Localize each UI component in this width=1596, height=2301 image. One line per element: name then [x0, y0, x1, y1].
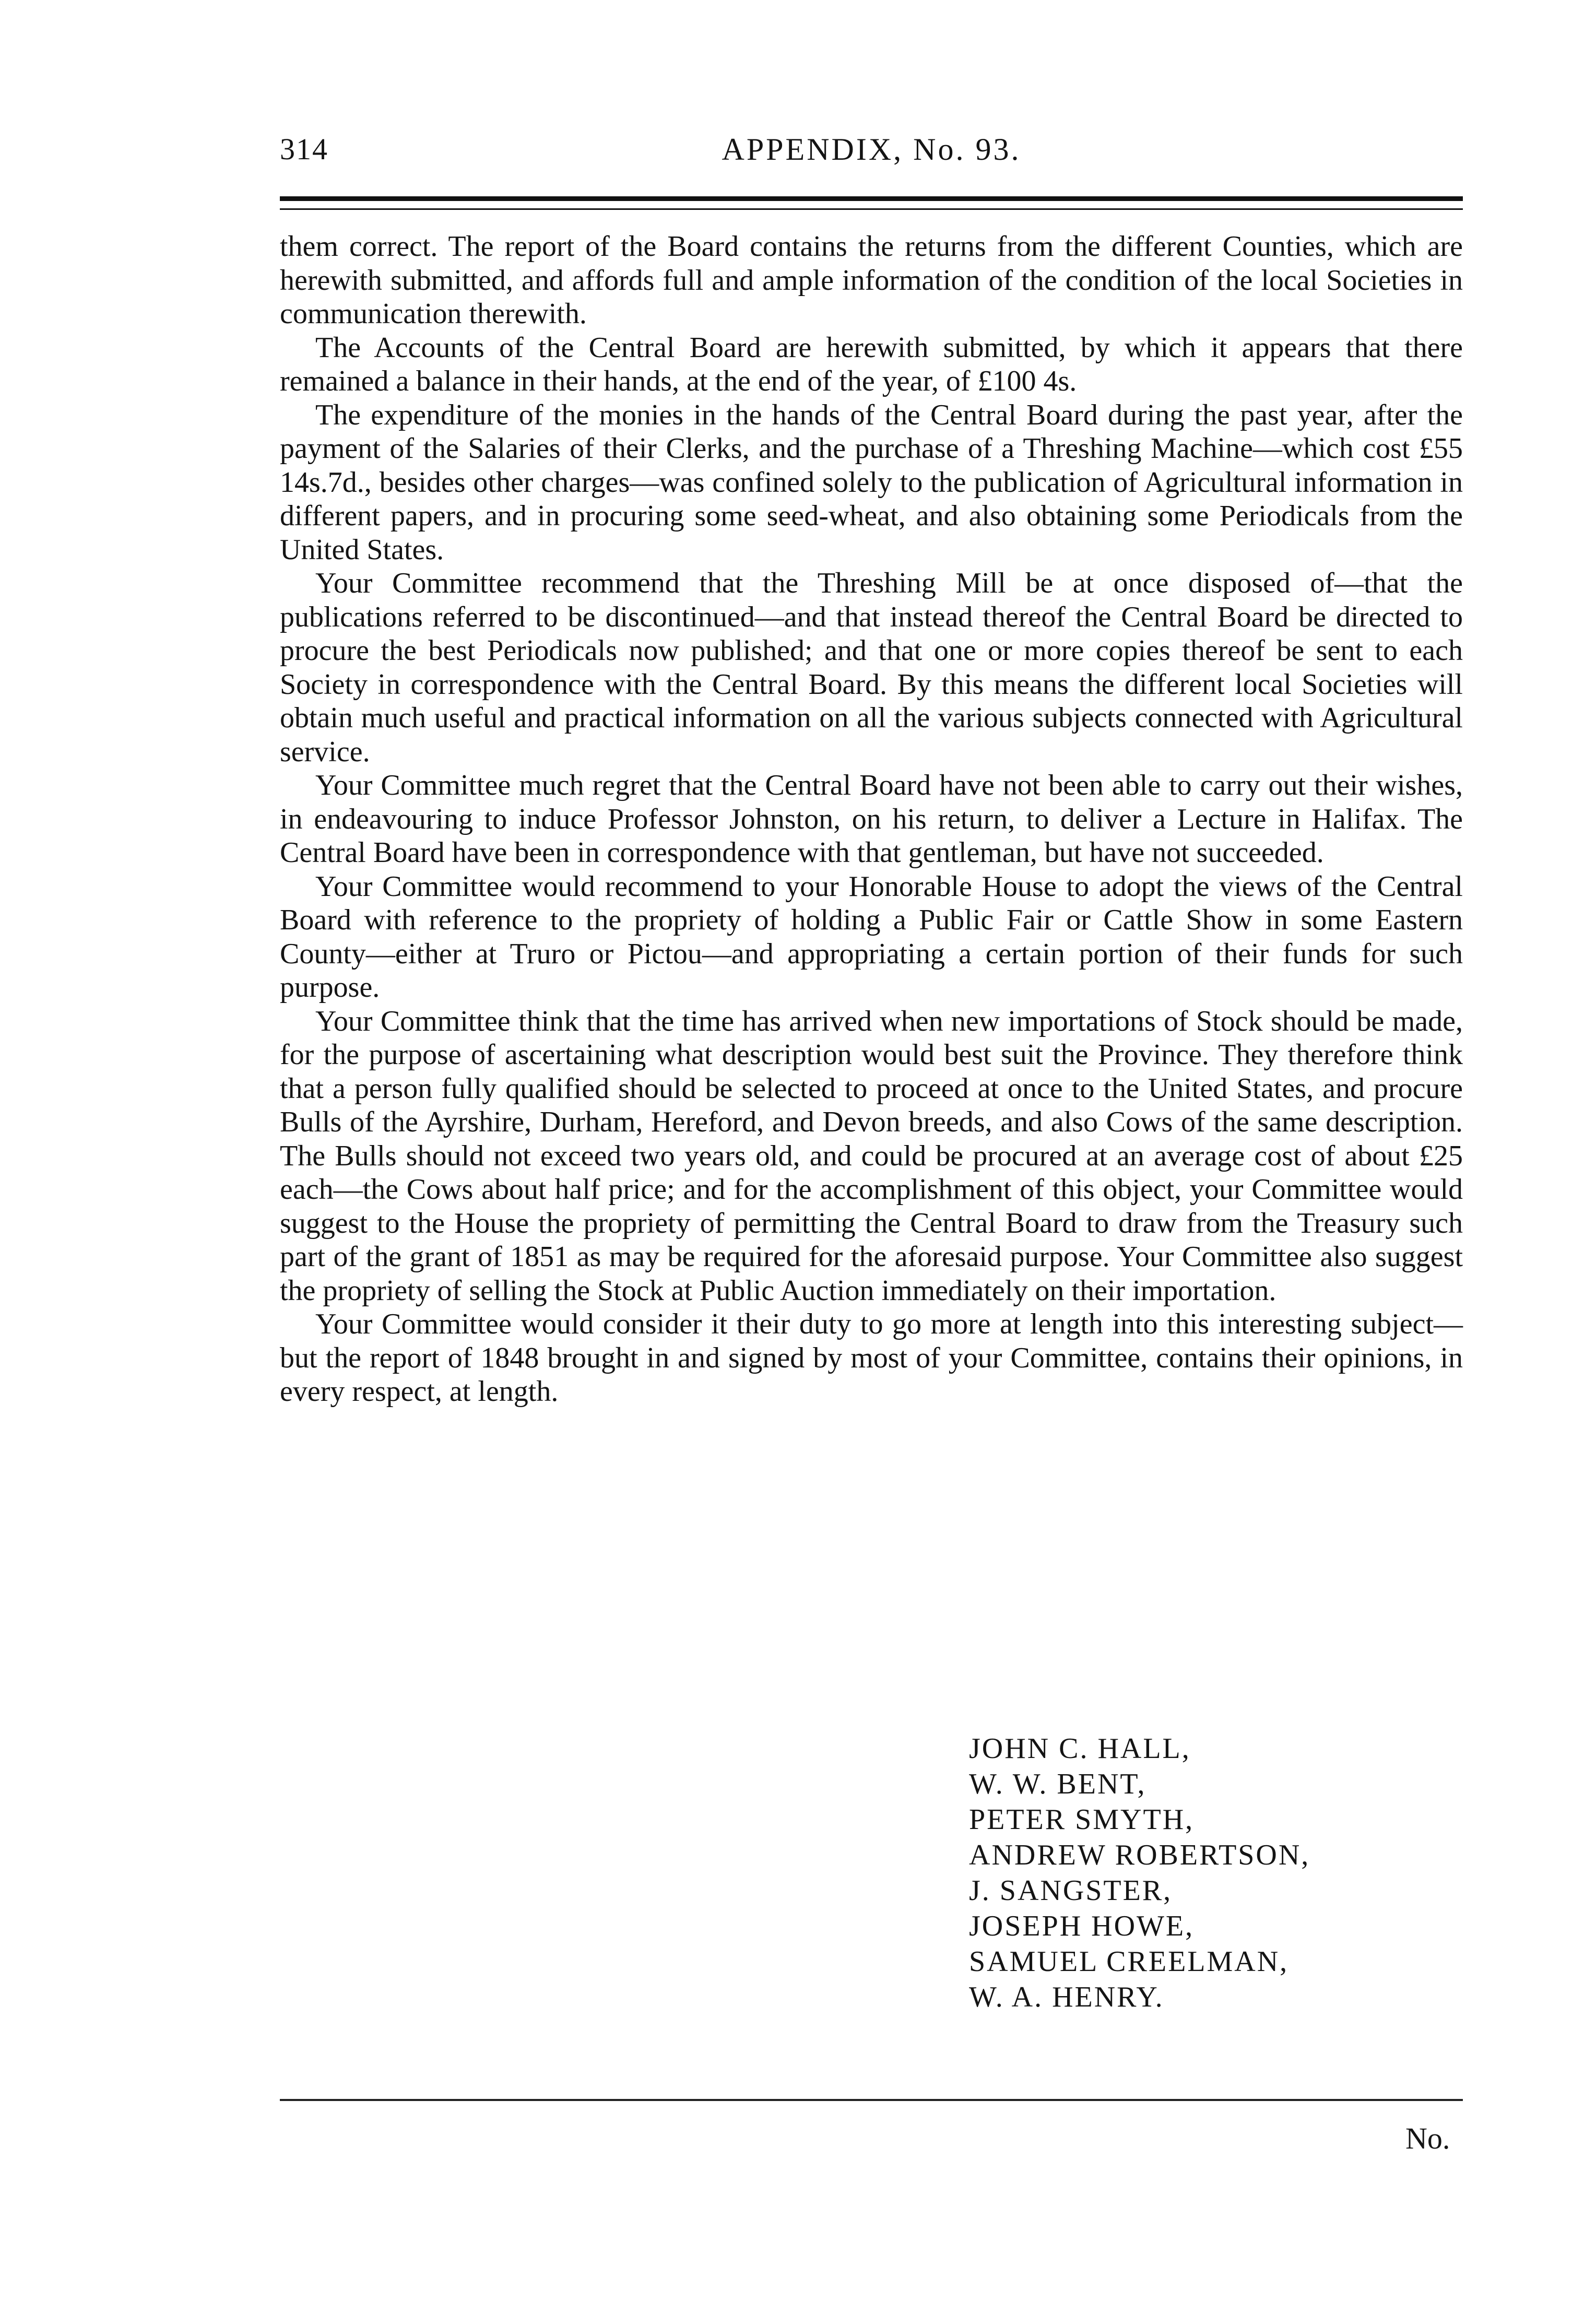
- signatory: ANDREW ROBERTSON,: [969, 1839, 1310, 1871]
- paragraph: The Accounts of the Central Board are herewith submitted, by which it appears that there remained a balance in their hands, at the end of the year, of £100 4s.: [280, 331, 1463, 397]
- page-header: [280, 132, 1463, 173]
- signatory: J. SANGSTER,: [969, 1874, 1173, 1907]
- paragraph: Your Committee recommend that the Threshing Mill be at once disposed of—that the publications referred to be discontinued—and that instead thereof the Central Board be directed to procure the best Periodicals now published; and that one or more copies thereof be sent to each Society in correspondence with the Central Board. By this means the different local Societies will obtain much useful and practical information on all the various subjects connected with Agricultural service.: [280, 567, 1463, 768]
- page-number: 314: [280, 132, 328, 166]
- signatory-list: [969, 1731, 1310, 2015]
- signatory: SAMUEL CREELMAN,: [969, 1945, 1289, 1978]
- signatory: JOSEPH HOWE,: [969, 1910, 1195, 1942]
- header-rule: [280, 196, 1463, 210]
- body-text: [280, 230, 1463, 1409]
- signatory: W. A. HENRY.: [969, 1981, 1164, 2013]
- paragraph: Your Committee think that the time has arrived when new importations of Stock should be made, for the purpose of ascertaining what description would best suit the Province. They therefore think that a person fully qualified should be selected to proceed at once to the United States, and procure Bulls of the Ayrshire, Durham, Hereford, and Devon breeds, and also Cows of the same description. The Bulls should not exceed two years old, and could be procured at an average cost of about £25 each—the Cows about half price; and for the accomplishment of this object, your Committee would suggest to the House the propriety of permitting the Central Board to draw from the Treasury such part of the grant of 1851 as may be required for the aforesaid purpose. Your Committee also suggest the propriety of selling the Stock at Public Auction immediately on their importation.: [280, 1005, 1463, 1307]
- signatory: W. W. BENT,: [969, 1768, 1146, 1800]
- paragraph: Your Committee would recommend to your Honorable House to adopt the views of the Central Board with reference to the propriety of holding a Public Fair or Cattle Show in some Eastern County—either at Truro or Pictou—and appropriating a certain portion of their funds for such purpose.: [280, 870, 1463, 1004]
- paragraph: Your Committee would consider it their duty to go more at length into this interesting subject—but the report of 1848 brought in and signed by most of your Committee, contains their opinions, in every respect, at length.: [280, 1308, 1463, 1408]
- footer-rule: [280, 2099, 1463, 2101]
- paragraph: Your Committee much regret that the Central Board have not been able to carry out their wishes, in endeavouring to induce Professor Johnston, on his return, to deliver a Lecture in Halifax. The Central Board have been in correspondence with that gentleman, but have not succeeded.: [280, 769, 1463, 869]
- paragraph: them correct. The report of the Board contains the returns from the different Counties, which are herewith submitted, and affords full and ample information of the condition of the local Societies in communication therewith.: [280, 230, 1463, 330]
- signatory: JOHN C. HALL,: [969, 1732, 1191, 1765]
- catchword: No.: [1405, 2121, 1450, 2155]
- running-head: APPENDIX, No. 93.: [722, 132, 1021, 167]
- paragraph: The expenditure of the monies in the hands of the Central Board during the past year, after the payment of the Salaries of their Clerks, and the purchase of a Threshing Machine—which cost £55 14s.7d., besides other charges—was confined solely to the publication of Agricultural information in different papers, and in procuring some seed-wheat, and also obtaining some Periodicals from the United States.: [280, 398, 1463, 566]
- signatory: PETER SMYTH,: [969, 1803, 1195, 1836]
